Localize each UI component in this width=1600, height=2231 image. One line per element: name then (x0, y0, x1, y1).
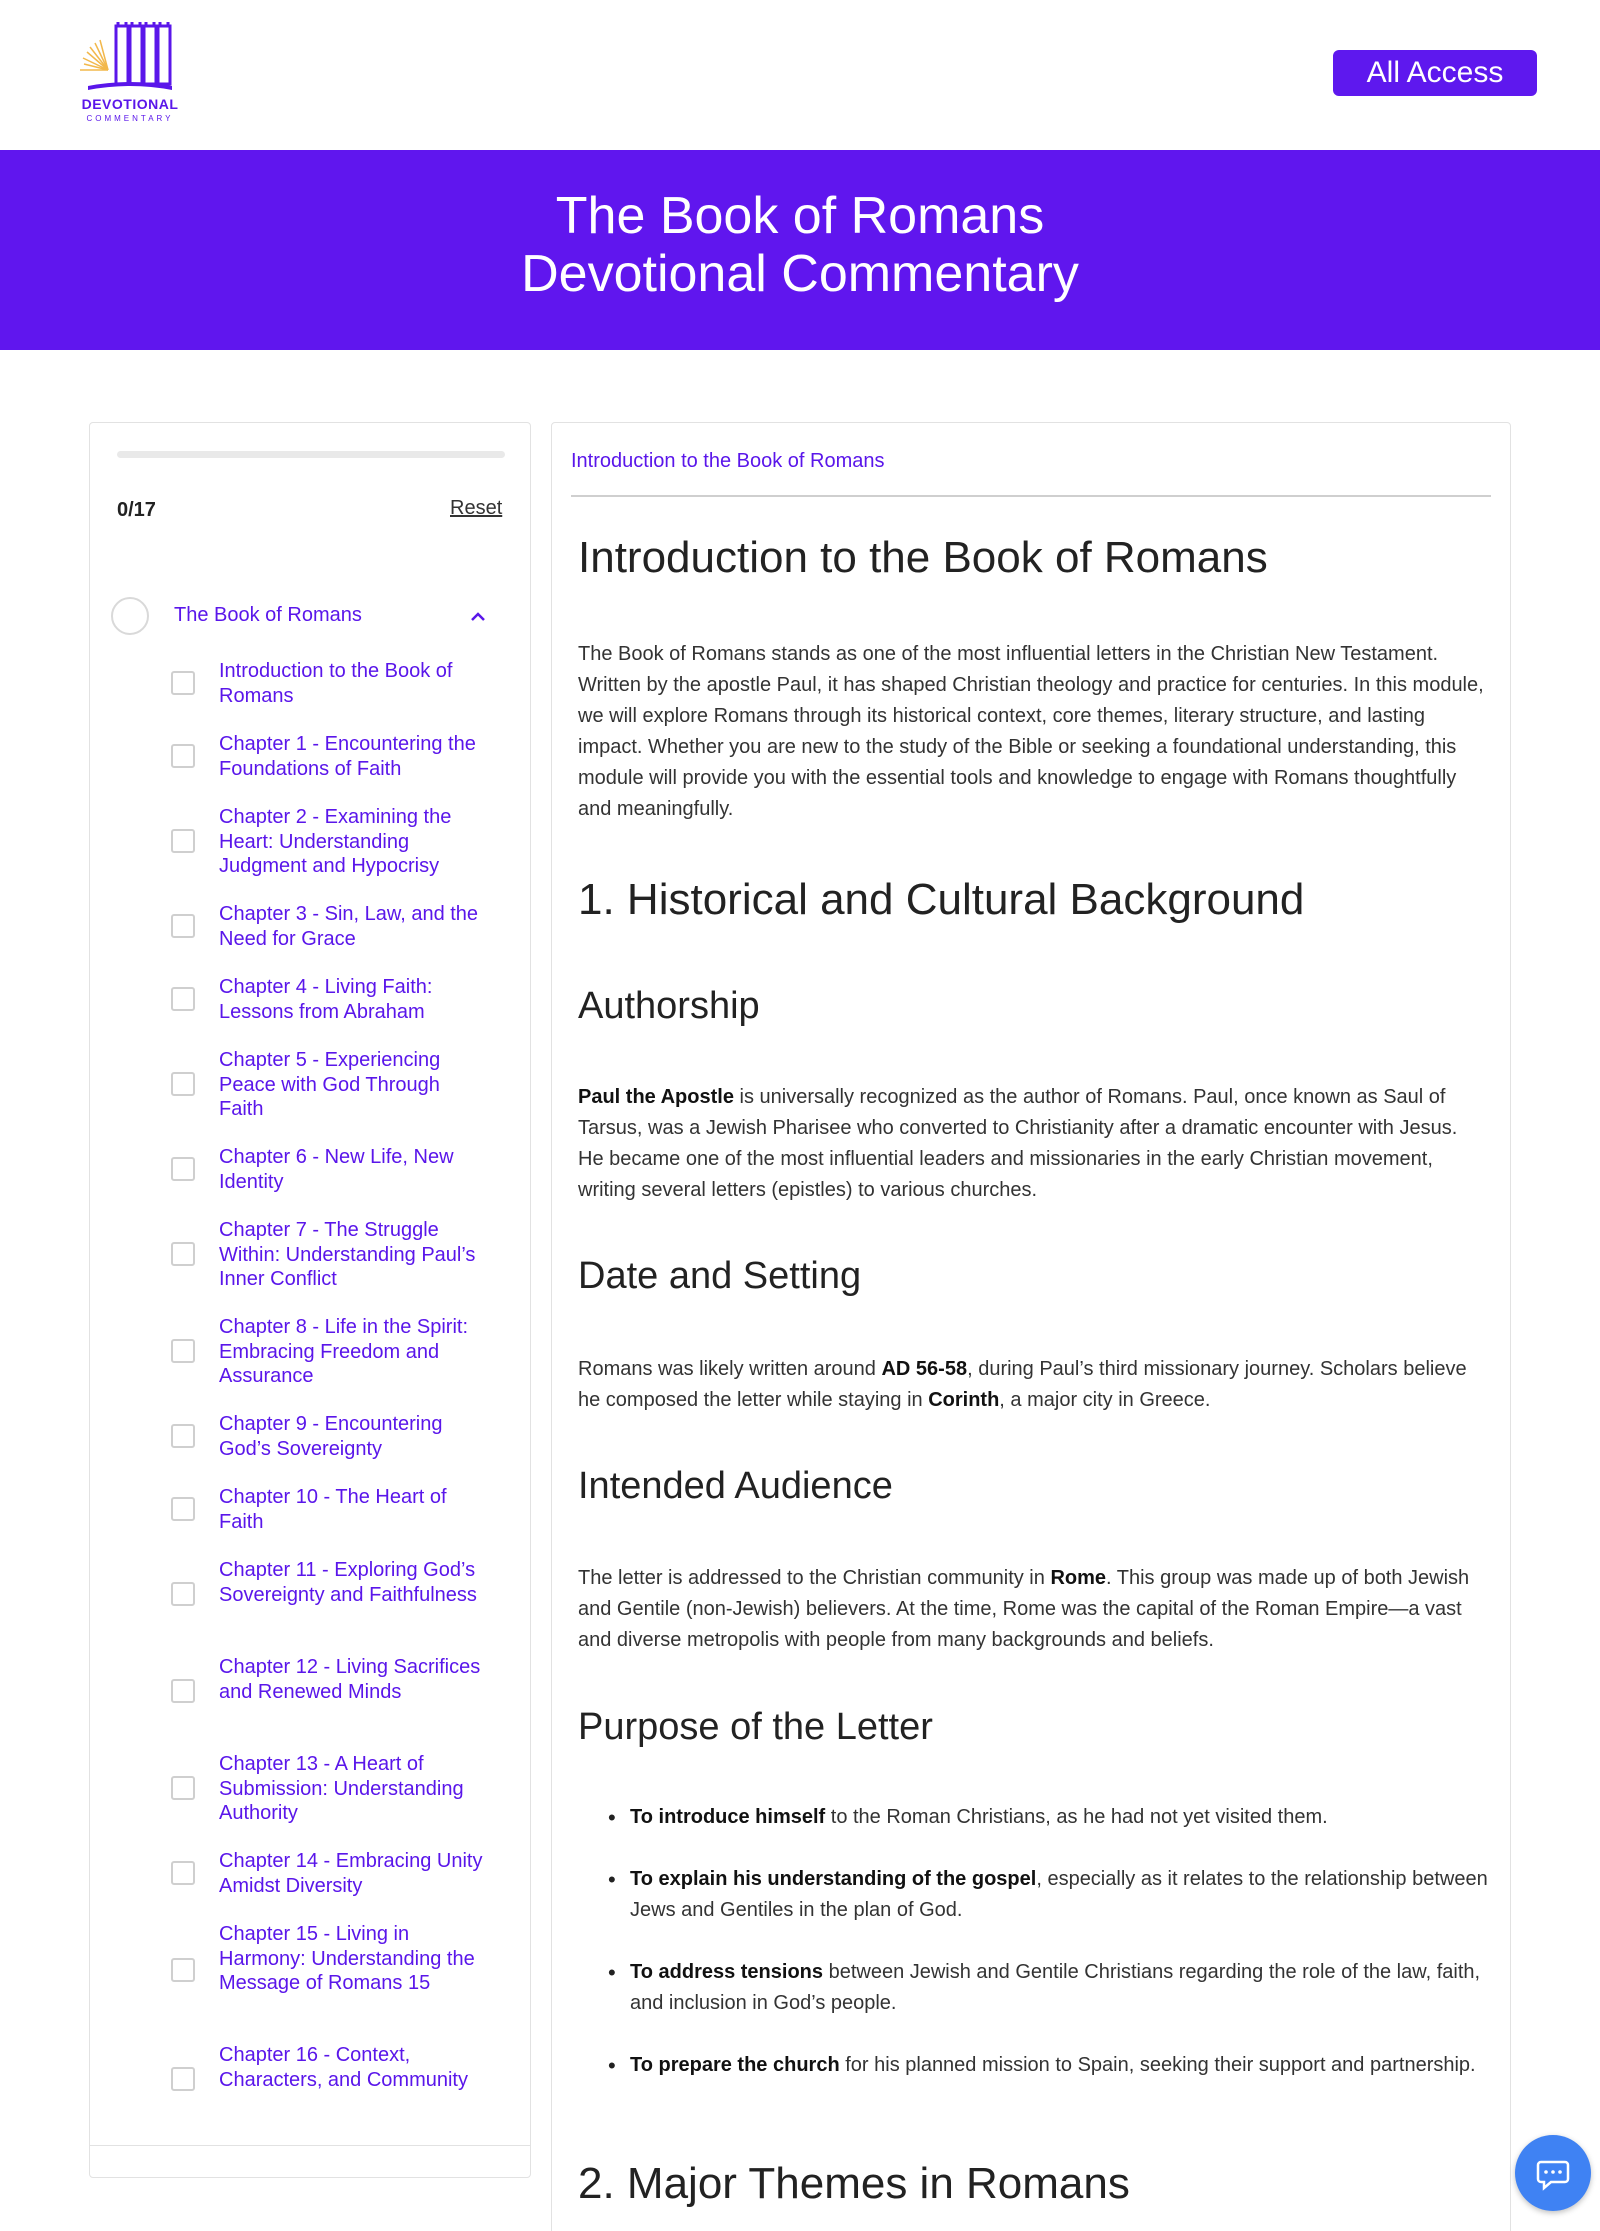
section-heading-themes: 2. Major Themes in Romans (578, 2159, 1130, 2208)
hero-banner (0, 150, 1600, 350)
lesson-checkbox[interactable] (171, 1861, 195, 1885)
lesson-link[interactable]: Chapter 5 - Experiencing Peace with God Through Faith (219, 1049, 441, 1120)
lesson-link[interactable]: Chapter 11 - Exploring God’s Sovereignty and Faithfulness (219, 1559, 477, 1606)
lesson-checkbox[interactable] (171, 914, 195, 938)
lesson-link[interactable]: Chapter 1 - Encountering the Foundations of Faith (219, 733, 476, 780)
lesson-checkbox[interactable] (171, 1776, 195, 1800)
section-heading-history: 1. Historical and Cultural Background (578, 875, 1305, 924)
lesson-link[interactable]: Chapter 4 - Living Faith: Lessons from Abraham (219, 976, 433, 1023)
lesson-checkbox[interactable] (171, 1242, 195, 1266)
books-sunrise-logo-icon (78, 20, 182, 96)
breadcrumb-divider (571, 495, 1491, 497)
paragraph-text: Romans was likely written around (578, 1358, 882, 1380)
bold-text: To explain his understanding of the gospel (630, 1868, 1037, 1890)
authorship-paragraph (578, 1082, 1488, 1206)
all-access-button[interactable]: All Access (1333, 50, 1537, 96)
chat-bubble-icon (1515, 2135, 1591, 2211)
course-subtitle: Devotional Commentary (521, 245, 1079, 303)
lesson-link[interactable]: Chapter 3 - Sin, Law, and the Need for Grace (219, 903, 479, 950)
paragraph-text: . This group was made up of both Jewish and Gentile (non-Jewish) believers. At the time, Rome was the capital of the Roman Empire—a vast and diverse metropolis with people from many backgrounds and beliefs. (578, 1567, 1470, 1651)
bold-text: Corinth (928, 1389, 1000, 1411)
lesson-link[interactable]: Chapter 10 - The Heart of Faith (219, 1486, 447, 1533)
chevron-up-icon[interactable] (470, 609, 486, 625)
reset-progress-link[interactable]: Reset (450, 497, 503, 519)
lesson-link[interactable]: Chapter 9 - Encountering God’s Sovereignty (219, 1413, 443, 1460)
lesson-checkbox[interactable] (171, 1339, 195, 1363)
lesson-link[interactable]: Introduction to the Book of Romans (219, 660, 453, 707)
lesson-checkbox[interactable] (171, 2067, 195, 2091)
module-title[interactable]: The Book of Romans (174, 604, 362, 626)
module-status-circle (111, 597, 149, 635)
subheading-audience: Intended Audience (578, 1465, 893, 1507)
bold-text: Rome (1050, 1567, 1107, 1589)
breadcrumb[interactable]: Introduction to the Book of Romans (571, 450, 885, 472)
purpose-list-item (608, 1864, 1488, 1926)
subheading-purpose: Purpose of the Letter (578, 1706, 933, 1748)
subheading-authorship: Authorship (578, 985, 760, 1027)
lesson-link[interactable]: Chapter 14 - Embracing Unity Amidst Diversity (219, 1850, 483, 1897)
lesson-checkbox[interactable] (171, 744, 195, 768)
lesson-checkbox[interactable] (171, 1157, 195, 1181)
lesson-link[interactable]: Chapter 8 - Life in the Spirit: Embracing Freedom and Assurance (219, 1316, 469, 1387)
purpose-list-item (608, 1802, 1488, 1833)
bold-text: To address tensions (630, 1961, 824, 1983)
course-title: The Book of Romans (555, 187, 1045, 245)
paragraph-text: to the Roman Christians, as he had not yet visited them. (825, 1806, 1328, 1828)
lesson-checkbox[interactable] (171, 829, 195, 853)
paragraph-text: , especially as it relates to the relationship between Jews and Gentiles in the plan of God. (630, 1868, 1488, 1921)
purpose-list-item (608, 1957, 1488, 2019)
paragraph-text: , during Paul’s third missionary journey. Scholars believe he composed the letter while staying in (578, 1358, 1467, 1411)
site-logo[interactable] (78, 20, 182, 124)
sidebar-divider (90, 2145, 530, 2146)
lesson-checkbox[interactable] (171, 987, 195, 1011)
lesson-checkbox[interactable] (171, 1072, 195, 1096)
lesson-link[interactable]: Chapter 15 - Living in Harmony: Understanding the Message of Romans 15 (219, 1923, 475, 1994)
top-bar (0, 0, 1600, 150)
paragraph-text: , a major city in Greece. (999, 1389, 1211, 1411)
lesson-checkbox[interactable] (171, 1424, 195, 1448)
paragraph-text: is universally recognized as the author of Romans. Paul, once known as Saul of Tarsus, was a Jewish Pharisee who converted to Christianity after a dramatic encounter with Jesus. He became one of the most influential leaders and missionaries in the early Christian movement, writing several letters (epistles) to various churches. (578, 1086, 1458, 1201)
lesson-link[interactable]: Chapter 12 - Living Sacrifices and Renewed Minds (219, 1656, 481, 1703)
lesson-checkbox[interactable] (171, 1497, 195, 1521)
lesson-checkbox[interactable] (171, 1679, 195, 1703)
lesson-link[interactable]: Chapter 6 - New Life, New Identity (219, 1146, 454, 1193)
date-setting-paragraph (578, 1354, 1488, 1416)
intro-paragraph: The Book of Romans stands as one of the most influential letters in the Christian New Testament. Written by the apostle Paul, it has shaped Christian theology and practice for centuries. In this module, we will explore Romans through its historical context, core themes, literary structure, and lasting impact. Whether you are new to the study of the Bible or seeking a foundational understanding, this module will provide you with the essential tools and knowledge to engage with Romans thoughtfully and meaningfully. (578, 643, 1484, 820)
bold-text: To introduce himself (630, 1806, 826, 1828)
chat-button[interactable] (1515, 2135, 1591, 2211)
lesson-link[interactable]: Chapter 2 - Examining the Heart: Understanding Judgment and Hypocrisy (219, 806, 452, 877)
subheading-date-setting: Date and Setting (578, 1255, 862, 1297)
lesson-link[interactable]: Chapter 13 - A Heart of Submission: Understanding Authority (219, 1753, 464, 1824)
paragraph-text: The letter is addressed to the Christian community in (578, 1567, 1051, 1589)
progress-count: 0/17 (117, 499, 156, 521)
lesson-checkbox[interactable] (171, 1582, 195, 1606)
lesson-link[interactable]: Chapter 16 - Context, Characters, and Community (219, 2044, 468, 2091)
lesson-checkbox[interactable] (171, 671, 195, 695)
lesson-checkbox[interactable] (171, 1958, 195, 1982)
lesson-title: Introduction to the Book of Romans (578, 533, 1268, 582)
paragraph-text: between Jewish and Gentile Christians regarding the role of the law, faith, and inclusion in God’s people. (630, 1961, 1481, 2014)
bold-text: To prepare the church (630, 2054, 840, 2076)
purpose-list-item (608, 2050, 1488, 2081)
progress-bar (117, 451, 505, 458)
bold-text: AD 56-58 (881, 1358, 968, 1380)
course-outline-sidebar (89, 422, 531, 2178)
audience-paragraph (578, 1563, 1488, 1656)
logo-wordmark: DEVOTIONAL (81, 96, 179, 112)
lesson-content (551, 422, 1511, 2231)
logo-subtitle: COMMENTARY (86, 114, 174, 123)
paragraph-text: for his planned mission to Spain, seeking their support and partnership. (839, 2054, 1476, 2076)
lesson-link[interactable]: Chapter 7 - The Struggle Within: Understanding Paul’s Inner Conflict (219, 1219, 476, 1290)
bold-text: Paul the Apostle (578, 1086, 734, 1108)
